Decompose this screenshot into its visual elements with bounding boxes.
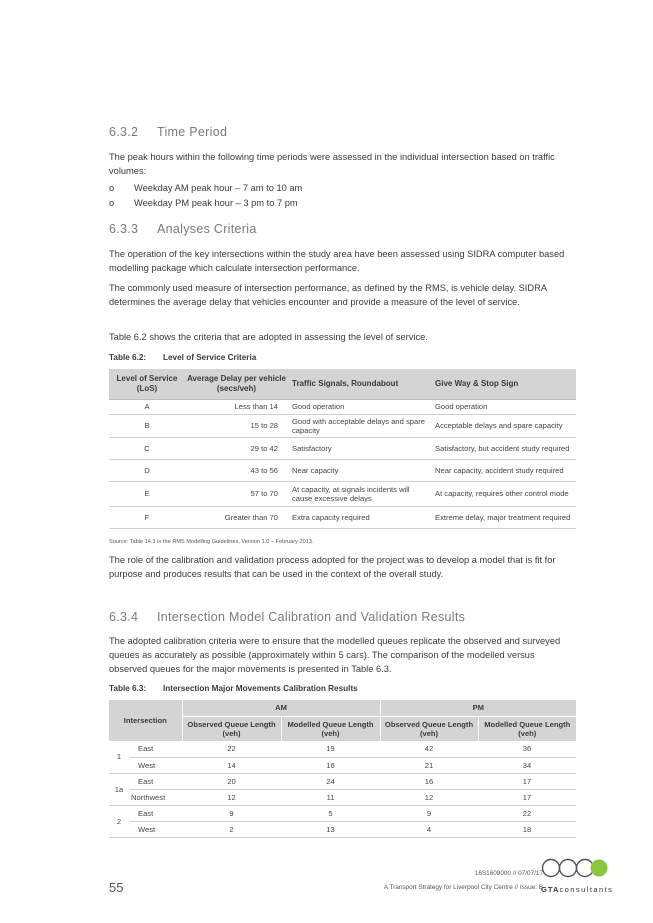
heading-title: Intersection Model Calibration and Validation Results	[157, 610, 466, 624]
table-row	[109, 741, 576, 757]
cell-los: A	[109, 399, 185, 414]
header-pm-observed: Observed Queue Length (veh)	[380, 716, 478, 741]
paragraph-delay: The commonly used measure of intersection performance, as defined by the RMS, is vehicle delay. SIDRA determines the average delay that vehicles encounter and provide a measure of the level of service.	[109, 283, 547, 307]
paragraph-time-period: The peak hours within the following time periods were assessed in the individual intersection based on traffic volumes:	[109, 152, 555, 176]
caption-title: Intersection Major Movements Calibration Results	[163, 684, 358, 693]
heading-title: Time Period	[157, 125, 228, 139]
header-am-observed: Observed Queue Length (veh)	[182, 716, 281, 741]
cell-giveway: Extreme delay, major treatment required	[431, 506, 576, 528]
logo-green-dot	[591, 860, 608, 877]
cell-delay: 43 to 56	[185, 459, 288, 481]
caption-number: Table 6.2:	[109, 353, 147, 362]
cell-approach: Northwest	[129, 789, 182, 805]
cell-site: 1a	[109, 773, 129, 805]
header-am-modelled: Modelled Queue Length (veh)	[281, 716, 380, 741]
cell-pm-modelled: 18	[478, 821, 576, 837]
cell-los: F	[109, 506, 185, 528]
logo-wordmark	[541, 885, 613, 894]
table-header-row	[109, 700, 576, 716]
cell-los: D	[109, 459, 185, 481]
footer-reference: 16S1609000 // 07/07/17	[474, 870, 543, 877]
table-row	[109, 773, 576, 789]
cell-delay: Less than 14	[185, 399, 288, 414]
bullet-mark: o	[109, 198, 115, 208]
cell-am-modelled: 11	[281, 789, 380, 805]
logo-wordmark-rest: consultants	[559, 885, 614, 894]
paragraph-calibration-role: The role of the calibration and validation process adopted for the project was to develop a model that is fit for purpose and produces results that can be used in the context of the overall study.	[109, 555, 556, 579]
cell-pm-modelled: 34	[478, 757, 576, 773]
bullet-text: Weekday PM peak hour – 3 pm to 7 pm	[134, 198, 298, 208]
heading-number: 6.3.4	[109, 610, 139, 624]
cell-site: 1	[109, 741, 129, 773]
cell-signals: At capacity, at signals incidents will cause excessive delays	[288, 481, 431, 506]
cell-approach: East	[129, 773, 182, 789]
logo-ring-2	[560, 860, 577, 877]
cell-am-modelled: 24	[281, 773, 380, 789]
header-giveway: Give Way & Stop Sign	[431, 369, 576, 399]
table-caption	[109, 353, 256, 362]
cell-am-observed: 9	[182, 805, 281, 821]
table-row	[109, 414, 576, 437]
table-row	[109, 789, 576, 805]
header-los: Level of Service (LoS)	[109, 369, 185, 399]
cell-signals: Extra capacity required	[288, 506, 431, 528]
table-caption	[109, 684, 358, 693]
bullet-item	[109, 182, 302, 195]
table-row	[109, 437, 576, 459]
cell-am-modelled: 19	[281, 741, 380, 757]
cell-giveway: Good operation	[431, 399, 576, 414]
cell-delay: 15 to 28	[185, 414, 288, 437]
cell-signals: Near capacity	[288, 459, 431, 481]
heading-number: 6.3.3	[109, 222, 139, 236]
table-row	[109, 757, 576, 773]
table-row	[109, 481, 576, 506]
table-header-row	[109, 369, 576, 399]
header-delay: Average Delay per vehicle (secs/veh)	[185, 369, 288, 399]
cell-pm-observed: 12	[380, 789, 478, 805]
cell-giveway: At capacity, requires other control mode	[431, 481, 576, 506]
table-row	[109, 805, 576, 821]
footer-document-title: A Transport Strategy for Liverpool City Centre // Issue: B	[383, 884, 543, 891]
cell-pm-modelled: 17	[478, 789, 576, 805]
cell-pm-observed: 42	[380, 741, 478, 757]
table-row	[109, 399, 576, 414]
heading-title: Analyses Criteria	[157, 222, 257, 236]
cell-delay: 57 to 70	[185, 481, 288, 506]
cell-am-observed: 12	[182, 789, 281, 805]
cell-los: C	[109, 437, 185, 459]
heading-number: 6.3.2	[109, 125, 139, 139]
cell-site: 2	[109, 805, 129, 837]
header-intersection: Intersection	[109, 700, 182, 741]
cell-pm-modelled: 17	[478, 773, 576, 789]
calibration-results-table	[109, 700, 576, 838]
cell-approach: East	[129, 741, 182, 757]
cell-signals: Good operation	[288, 399, 431, 414]
cell-am-modelled: 5	[281, 805, 380, 821]
cell-pm-modelled: 22	[478, 805, 576, 821]
cell-am-modelled: 13	[281, 821, 380, 837]
cell-delay: Greater than 70	[185, 506, 288, 528]
cell-approach: West	[129, 821, 182, 837]
caption-title: Level of Service Criteria	[163, 353, 257, 362]
cell-signals: Satisfactory	[288, 437, 431, 459]
logo-wordmark-bold: GTA	[541, 885, 560, 894]
logo-ring-1	[543, 860, 560, 877]
page-number: 55	[109, 880, 124, 895]
cell-signals: Good with acceptable delays and spare capacity	[288, 414, 431, 437]
cell-giveway: Acceptable delays and spare capacity	[431, 414, 576, 437]
heading-calibration-results	[109, 610, 465, 624]
header-signals: Traffic Signals, Roundabout	[288, 369, 431, 399]
paragraph-table-ref: Table 6.2 shows the criteria that are adopted in assessing the level of service.	[109, 332, 428, 342]
cell-am-observed: 2	[182, 821, 281, 837]
cell-pm-observed: 16	[380, 773, 478, 789]
bullet-text: Weekday AM peak hour – 7 am to 10 am	[134, 183, 303, 193]
cell-am-observed: 22	[182, 741, 281, 757]
paragraph-sidra: The operation of the key intersections within the study area have been assessed using SIDRA computer based modelling package which calculate intersection performance.	[109, 249, 565, 273]
cell-giveway: Near capacity, accident study required	[431, 459, 576, 481]
level-of-service-table	[109, 369, 576, 529]
cell-delay: 29 to 42	[185, 437, 288, 459]
cell-pm-observed: 4	[380, 821, 478, 837]
bullet-mark: o	[109, 183, 115, 193]
cell-los: B	[109, 414, 185, 437]
caption-number: Table 6.3:	[109, 684, 147, 693]
table-row	[109, 459, 576, 481]
paragraph-calibration-criteria: The adopted calibration criteria were to ensure that the modelled queues replicate the observed and surveyed queues as accurately as possible (approximately within 5 cars). The comparison of the modelled versus observed queues for the major movements is presented in Table 6.3.	[109, 636, 561, 674]
cell-giveway: Satisfactory, but accident study required	[431, 437, 576, 459]
header-am: AM	[182, 700, 380, 716]
cell-pm-observed: 9	[380, 805, 478, 821]
bullet-item	[109, 197, 298, 210]
cell-los: E	[109, 481, 185, 506]
table-row	[109, 506, 576, 528]
header-pm: PM	[380, 700, 576, 716]
table-source-note: Source: Table 14.3 in the RMS Modelling Guidelines, Version 1.0 – February 2013.	[109, 539, 314, 545]
cell-am-observed: 14	[182, 757, 281, 773]
cell-am-observed: 20	[182, 773, 281, 789]
cell-approach: East	[129, 805, 182, 821]
header-pm-modelled: Modelled Queue Length (veh)	[478, 716, 576, 741]
cell-approach: West	[129, 757, 182, 773]
heading-time-period	[109, 125, 227, 139]
heading-analyses-criteria	[109, 222, 257, 236]
cell-am-modelled: 16	[281, 757, 380, 773]
cell-pm-observed: 21	[380, 757, 478, 773]
table-row	[109, 821, 576, 837]
cell-pm-modelled: 36	[478, 741, 576, 757]
